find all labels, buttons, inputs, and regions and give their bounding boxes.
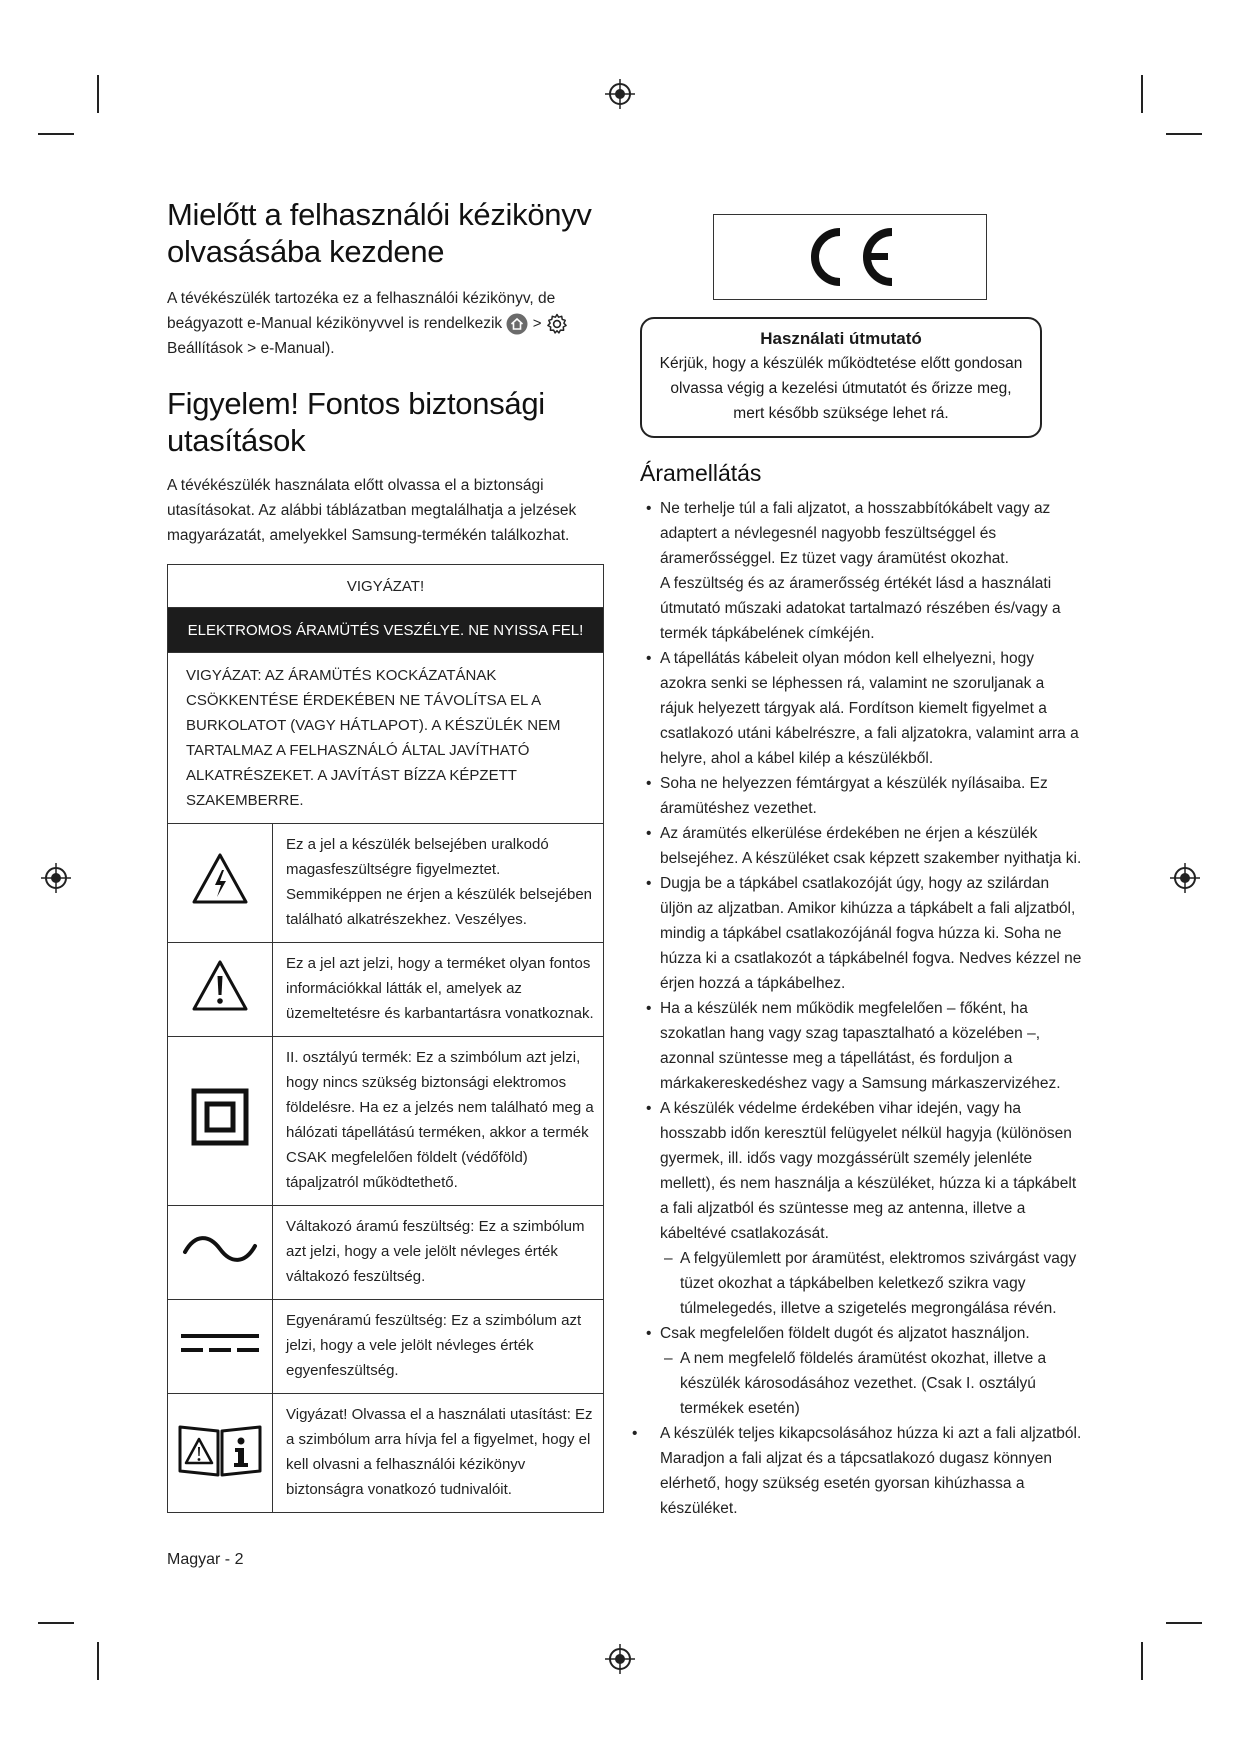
crop-mark (1166, 1622, 1202, 1624)
bullet-mark: • (646, 650, 652, 667)
home-icon (506, 313, 528, 335)
notice-title: Használati útmutató (760, 329, 922, 348)
danger-header: ELEKTROMOS ÁRAMÜTÉS VESZÉLYE. NE NYISSA FEL! (168, 608, 604, 653)
ce-mark-box (713, 214, 987, 300)
symbol-description: Ez a jel azt jelzi, hogy a terméket olyan fontos információkkal látták el, amelyek az üzemeltetésre és karbantartásra vonatkoznak. (273, 943, 604, 1037)
symbol-description: Ez a jel a készülék belsejében uralkodó magasfeszültségre figyelmeztet. Semmiképpen ne érjen a készülék belsejében található alkatrészekhez. Veszélyes. (273, 824, 604, 943)
bullet-mark: • (646, 500, 652, 517)
safety-symbols-table (167, 564, 604, 1513)
bullet-mark: • (646, 1100, 652, 1117)
table-row (168, 1300, 604, 1394)
power-title: Áramellátás (640, 460, 762, 486)
symbol-cell (168, 824, 273, 943)
sub-item-text: A nem megfelelő földelés áramütést okozhat, illetve a készülék károsodásához vezethet. (Csak I. osztályú termékek esetén) (680, 1350, 1047, 1417)
bullet-text: A tápellátás kábeleit olyan módon kell elhelyezni, hogy azokra senki se léphessen rá, valamint ne szoruljanak a rájuk helyezett tárgyak alá. Fordítson kiemelt figyelmet a csatlakozó utáni kábelrészre, a fali aljzatokra, valamint arra a helyre, ahol a kábel kilép a készülékből. (660, 650, 1079, 767)
table-row (168, 1394, 604, 1513)
read-manual-book-icon (178, 1421, 262, 1477)
caution-header: VIGYÁZAT! (168, 565, 604, 608)
bullet-mark: • (632, 1425, 638, 1442)
crop-mark (97, 75, 99, 113)
lightning-triangle-icon (191, 852, 249, 906)
list-item (640, 771, 1082, 821)
notice-text: Kérjük, hogy a készülék működtetése előtt gondosan olvassa végig a kezelési útmutatót és őrizze meg, mert később szüksége lehet rá. (659, 355, 1023, 422)
intro-paragraph (167, 286, 605, 361)
caution-text: VIGYÁZAT: AZ ÁRAMÜTÉS KOCKÁZATÁNAK CSÖKKENTÉSE ÉRDEKÉBEN NE TÁVOLÍTSA EL A BURKOLATOT (VAGY HÁTLAPOT). A KÉSZÜLÉK NEM TARTALMAZ A FELHASZNÁLÓ ÁLTAL JAVÍTHATÓ ALKATRÉSZEKET. A JAVÍTÁST BÍZZA KÉPZETT SZAKEMBERRE. (168, 653, 604, 824)
gear-icon (546, 313, 568, 335)
bullet-text-extra: A feszültség és az áramerősség értékét lásd a használati útmutató műszaki adatokat tartalmazó részében és/vagy a termék tápkábelének címkéjén. (660, 575, 1061, 642)
bullet-text: A készülék teljes kikapcsolásához húzza ki azt a fali aljzatból. Maradjon a fali aljzat és a tápcsatlakozó dugasz könnyen elérhető, hogy szükség esetén gyorsan kihúzhassa a készüléket. (660, 1425, 1082, 1517)
list-item (640, 646, 1082, 771)
crop-mark (1141, 1642, 1143, 1680)
ce-mark-icon (800, 226, 900, 288)
right-column (632, 214, 1082, 1521)
notice-box (640, 317, 1042, 438)
dash-mark: – (664, 1350, 673, 1367)
table-row (168, 608, 604, 653)
dc-lines-icon (179, 1328, 261, 1358)
sub-item-text: A felgyülemlett por áramütést, elektromos szivárgást vagy tüzet okozhat a tápkábelben keletkező szikra vagy túlmelegedés, illetve a szigetelés megrongálása révén. (680, 1250, 1077, 1317)
list-item (640, 996, 1082, 1096)
table-row (168, 1037, 604, 1206)
symbol-description: Váltakozó áramú feszültség: Ez a szimbólum azt jelzi, hogy a vele jelölt névleges érték váltakozó feszültség. (273, 1206, 604, 1300)
symbol-cell (168, 1394, 273, 1513)
registration-mark-icon (605, 79, 635, 109)
crop-mark (1166, 133, 1202, 135)
bullet-text: A készülék védelme érdekében vihar idején, vagy ha hosszabb időn keresztül felügyelet nélkül hagyja (különösen gyermek, ill. idős vagy mozgássérült személy jelenléte mellett), és nem használja a készüléket, húzza ki a tápkábelt a fali aljzatból és szüntesse meg az antenna, illetve a kábeltévé csatlakozását. (660, 1100, 1077, 1242)
dash-mark: – (664, 1250, 673, 1267)
symbol-description: II. osztályú termék: Ez a szimbólum azt jelzi, hogy nincs szükség biztonsági elektromos földelésre. Ha ez a jelzés nem található meg a hálózati tápellátású terméken, akkor a termék CSAK megfelelően földelt (védőföld) tápaljzatról működtethető. (273, 1037, 604, 1206)
table-row (168, 653, 604, 824)
symbol-cell (168, 1300, 273, 1394)
page-title: Mielőtt a felhasználói kézikönyv olvasásába kezdene (167, 197, 592, 269)
bullet-mark: • (646, 875, 652, 892)
bullet-mark: • (646, 1325, 652, 1342)
list-item (640, 496, 1082, 646)
crop-mark (38, 1622, 74, 1624)
left-column (167, 196, 605, 1513)
sub-item (660, 1246, 1082, 1321)
bullet-mark: • (646, 825, 652, 842)
symbol-description: Vigyázat! Olvassa el a használati utasítást: Ez a szimbólum arra hívja fel a figyelmet, hogy el kell olvasni a felhasználói kézikönyv biztonságra vonatkozó tudnivalóit. (273, 1394, 604, 1513)
table-row (168, 565, 604, 608)
safety-title: Figyelem! Fontos biztonsági utasítások (167, 386, 545, 458)
ac-wave-icon (181, 1232, 259, 1266)
list-item (640, 1096, 1082, 1321)
crop-mark (97, 1642, 99, 1680)
list-item (640, 1321, 1082, 1421)
bullet-text: Dugja be a tápkábel csatlakozóját úgy, hogy az szilárdan üljön az aljzatban. Amikor kihúzza a tápkábelt a fali aljzatból, mindig a tápkábel csatlakozójánál fogva húzza ki. Soha ne húzza ki a csatlakozót a tápkábelnél fogva. Nedves kézzel ne érjen hozzá a tápkábelhez. (660, 875, 1082, 992)
intro-line-1: A tévékészülék tartozéka ez a felhasználói kézikönyv, de (167, 290, 556, 307)
table-row (168, 1206, 604, 1300)
intro-line-2 (167, 311, 605, 336)
exclamation-triangle-icon (191, 959, 249, 1013)
intro-line-2-text: beágyazott e-Manual kézikönyvvel is rendelkezik (167, 315, 503, 332)
symbol-cell (168, 943, 273, 1037)
bullet-text: Ne terhelje túl a fali aljzatot, a hosszabbítókábelt vagy az adaptert a névlegesnél nagyobb feszültséggel és áramerősséggel. Ez tüzet vagy áramütést okozhat. (660, 500, 1051, 567)
intro-path: Beállítások > e-Manual). (167, 340, 335, 357)
bullet-text: Ha a készülék nem működik megfelelően – főként, ha szokatlan hang vagy szag tapasztalható a közelében –, azonnal szüntesse meg a tápellátást, és forduljon a márkakereskedéshez vagy a Samsung márkaszervizéhez. (660, 1000, 1061, 1092)
sub-item (660, 1346, 1082, 1421)
crop-mark (1141, 75, 1143, 113)
bullet-mark: • (646, 775, 652, 792)
safety-intro: A tévékészülék használata előtt olvassa el a biztonsági utasításokat. Az alábbi táblázatban megtalálhatja a jelzések magyarázatát, amelyekkel Samsung-termékén találkozhat. (167, 477, 577, 544)
table-row (168, 824, 604, 943)
bullet-mark: • (646, 1000, 652, 1017)
symbol-cell (168, 1037, 273, 1206)
list-item (640, 821, 1082, 871)
registration-mark-icon (1170, 863, 1200, 893)
page-footer: Magyar - 2 (167, 1551, 244, 1568)
bullet-text: Soha ne helyezzen fémtárgyat a készülék nyílásaiba. Ez áramütéshez vezethet. (660, 775, 1048, 817)
registration-mark-icon (605, 1644, 635, 1674)
registration-mark-icon (41, 863, 71, 893)
table-row (168, 943, 604, 1037)
bullet-text: Az áramütés elkerülése érdekében ne érjen a készülék belsejéhez. A készüléket csak képzett szakember nyithatja ki. (660, 825, 1082, 867)
crop-mark (38, 133, 74, 135)
power-bullets (632, 496, 1082, 1521)
bullet-text: Csak megfelelően földelt dugót és aljzatot használjon. (660, 1325, 1030, 1342)
chevron-right-icon: > (532, 315, 542, 332)
list-item (632, 1421, 1082, 1521)
list-item (640, 871, 1082, 996)
class-ii-double-square-icon (191, 1088, 249, 1146)
symbol-description: Egyenáramú feszültség: Ez a szimbólum azt jelzi, hogy a vele jelölt névleges érték egyenfeszültség. (273, 1300, 604, 1394)
symbol-cell (168, 1206, 273, 1300)
